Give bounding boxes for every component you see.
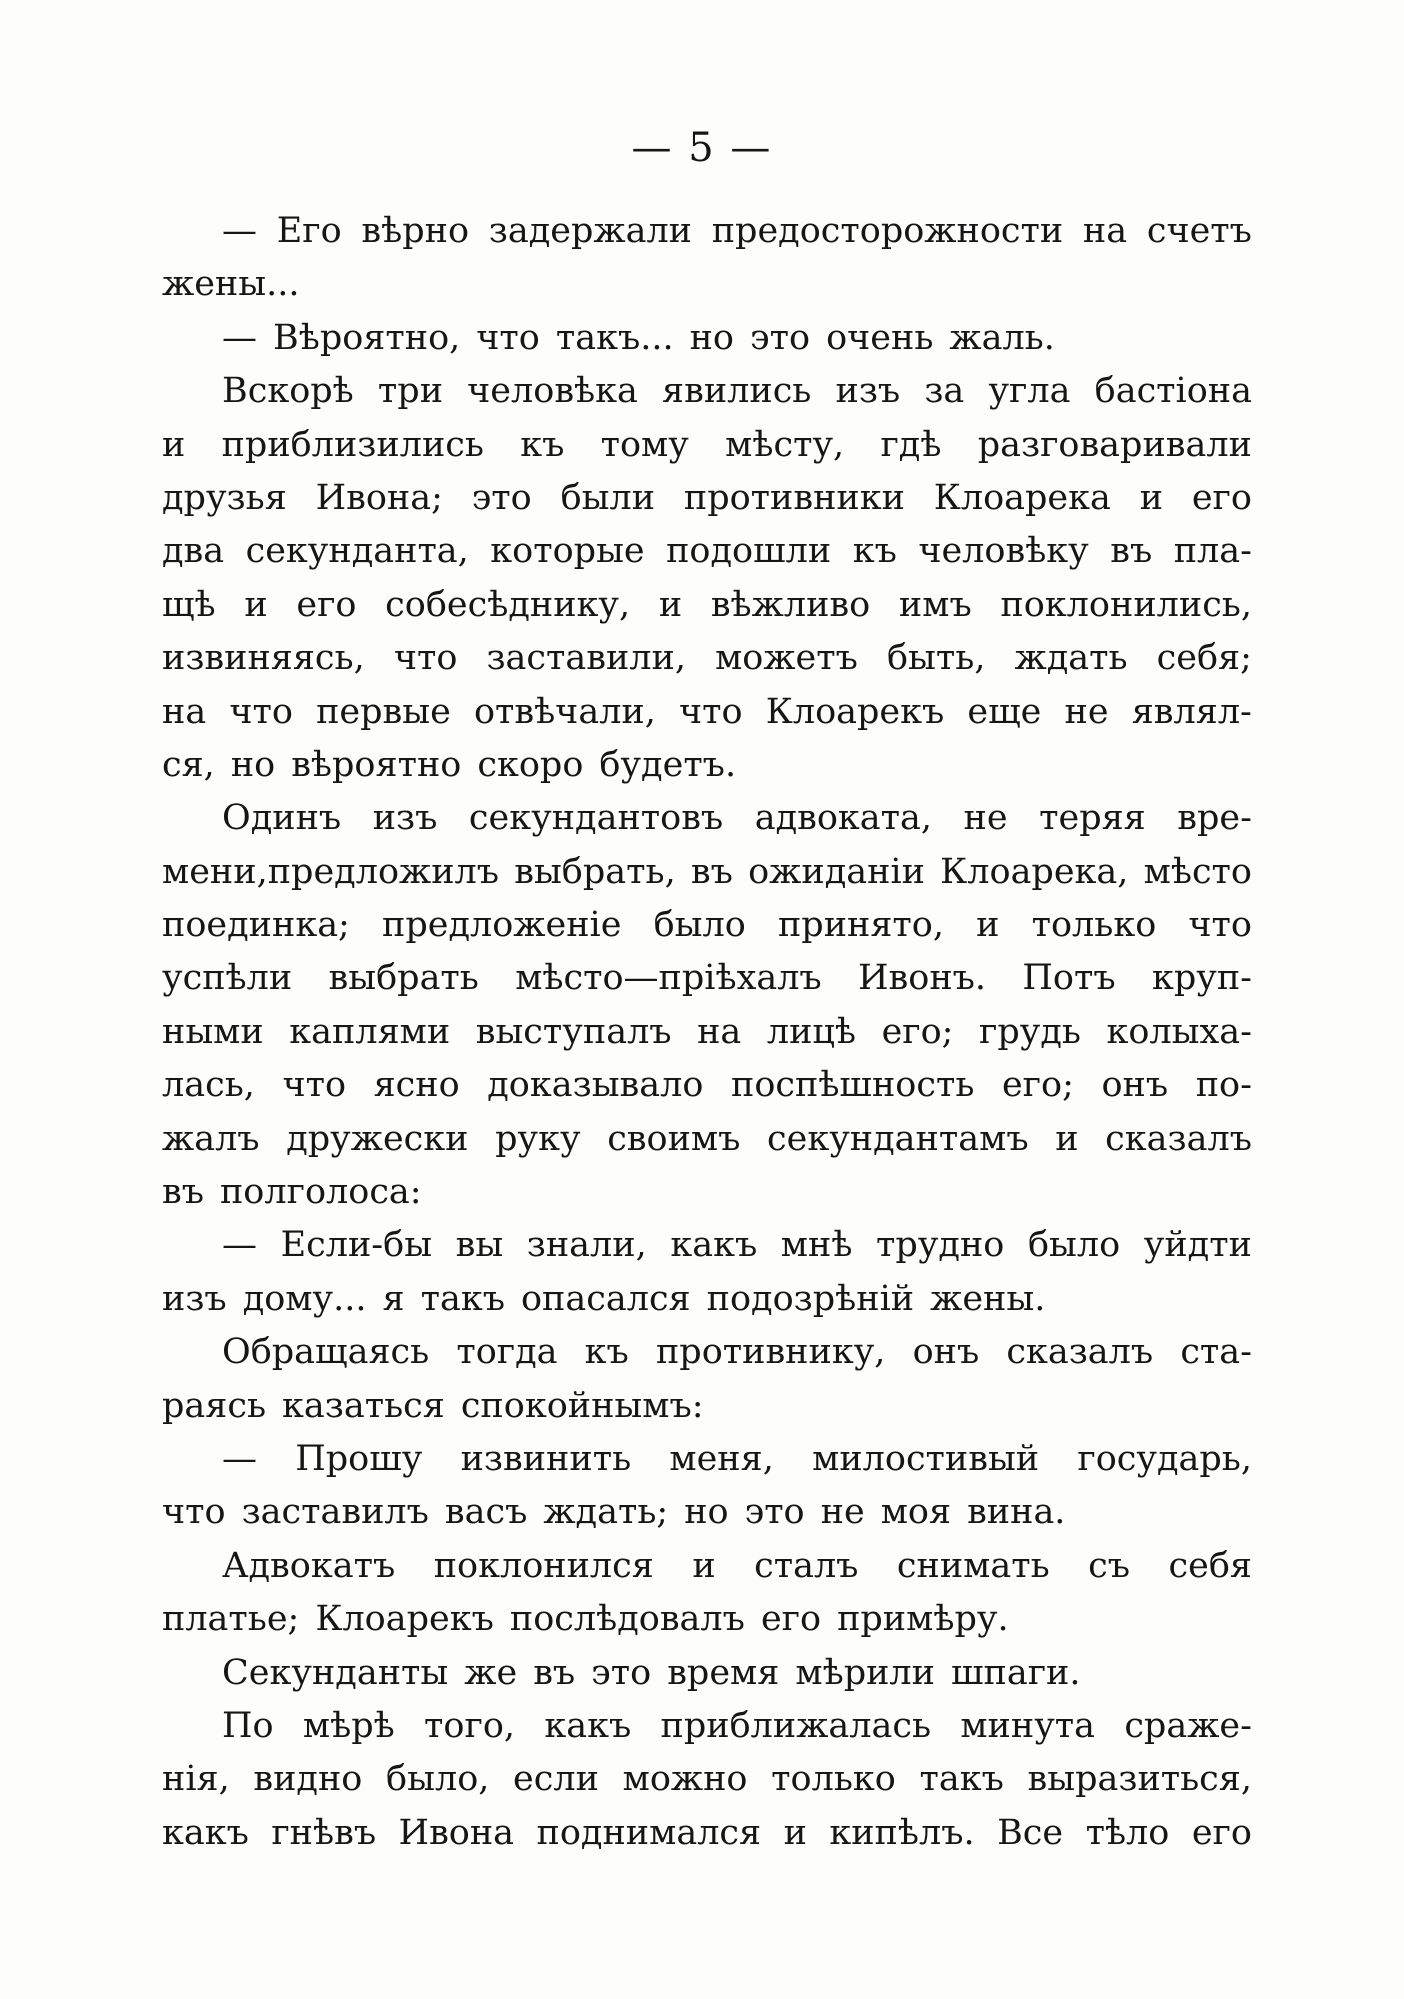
- text-line: платье; Клоарекъ послѣдовалъ его примѣру.: [162, 1599, 1009, 1640]
- text-line: щѣ и его собесѣднику, и вѣжливо имъ поклонились,: [162, 584, 1252, 625]
- text-line: успѣли выбрать мѣсто—пріѣхалъ Ивонъ. Потъ круп-: [162, 958, 1252, 999]
- text-line: — Его вѣрно задержали предосторожности на счетъ: [222, 211, 1252, 251]
- text-line: — Прошу извинить меня, милостивый государь,: [222, 1438, 1252, 1479]
- text-line: на что первые отвѣчали, что Клоарекъ еще не являл-: [162, 691, 1252, 732]
- text-line: — Вѣроятно, что такъ... но это очень жаль.: [222, 317, 1055, 358]
- text-line: Вскорѣ три человѣка явились изъ за угла бастіона: [222, 371, 1252, 412]
- text-line: ными каплями выступалъ на лицѣ его; грудь колыха-: [162, 1011, 1252, 1052]
- text-line: друзья Ивона; это были противники Клоарека и его: [162, 477, 1252, 518]
- text-line: что заставилъ васъ ждать; но это не моя вина.: [162, 1492, 1066, 1533]
- text-line: Обращаясь тогда къ противнику, онъ сказалъ ста-: [222, 1332, 1252, 1373]
- text-line: ся, но вѣроятно скоро будетъ.: [162, 744, 737, 785]
- text-line: какъ гнѣвъ Ивона поднимался и кипѣлъ. Все тѣло его: [162, 1812, 1252, 1853]
- text-line: Одинъ изъ секундантовъ адвоката, не теряя вре-: [222, 798, 1252, 839]
- text-line: изъ дому... я такъ опасался подозрѣній жены.: [162, 1278, 1046, 1319]
- text-line: нія, видно было, если можно только такъ выразиться,: [162, 1759, 1252, 1800]
- text-line: Секунданты же въ это время мѣрили шпаги.: [222, 1652, 1081, 1693]
- text-line: поединка; предложеніе было принято, и только что: [162, 905, 1252, 946]
- text-line: извиняясь, что заставили, можетъ быть, ждать себя;: [162, 638, 1252, 679]
- text-line: — Если-бы вы знали, какъ мнѣ трудно было уйдти: [222, 1225, 1252, 1266]
- text-line: Адвокатъ поклонился и сталъ снимать съ себя: [222, 1545, 1252, 1586]
- body-text: [162, 205, 1252, 1860]
- text-line: раясь казаться спокойнымъ:: [162, 1385, 704, 1426]
- text-line: мени,предложилъ выбрать, въ ожиданіи Клоарека, мѣсто: [162, 851, 1252, 892]
- text-line: жалъ дружески руку своимъ секундантамъ и сказалъ: [162, 1118, 1252, 1159]
- text-line: лась, что ясно доказывало поспѣшность его; онъ по-: [162, 1065, 1252, 1106]
- text-line: жены...: [162, 264, 300, 305]
- page-number: — 5 —: [631, 125, 773, 171]
- text-line: и приблизились къ тому мѣсту, гдѣ разговаривали: [162, 424, 1252, 465]
- text-line: По мѣрѣ того, какъ приближалась минута сраже-: [222, 1705, 1252, 1746]
- text-line: два секунданта, которые подошли къ человѣку въ пла-: [162, 531, 1252, 572]
- text-line: въ полголоса:: [162, 1172, 422, 1213]
